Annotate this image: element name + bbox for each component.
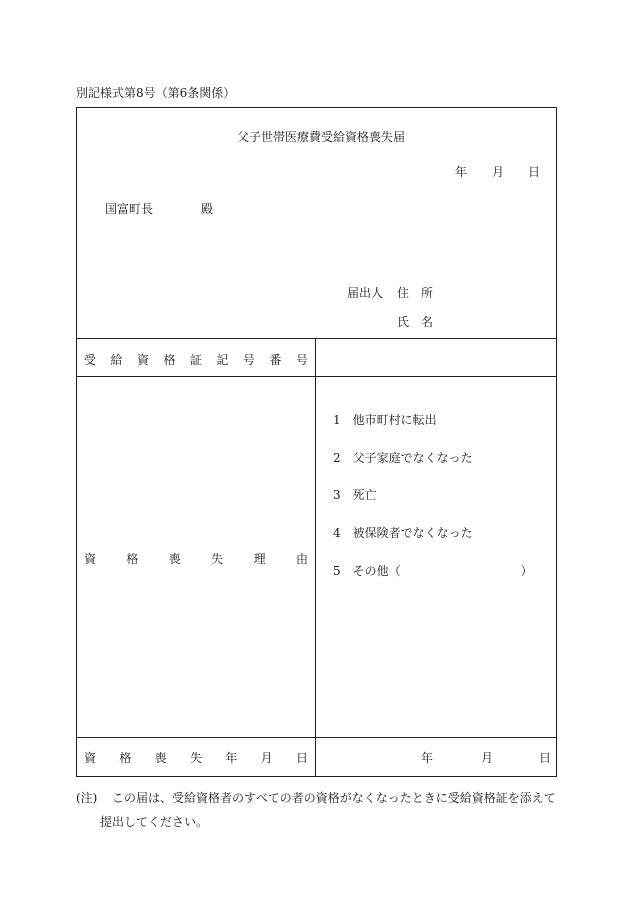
applicant-address-label: 住 所	[397, 286, 434, 300]
applicant-label: 届出人	[347, 286, 384, 300]
note-line-1: この届は、受給資格者のすべての者の資格がなくなったときに受給資格証を添えて	[112, 791, 556, 805]
divider-column	[315, 338, 316, 776]
reason-option[interactable]: 1 他市町村に転出	[333, 413, 437, 427]
addressee-honorific: 殿	[201, 202, 214, 216]
form-number: 別記様式第8号（第6条関係）	[76, 86, 236, 100]
submission-day-label: 日	[528, 165, 541, 179]
loss-date-day-label: 日	[539, 751, 552, 765]
reason-option[interactable]: 4 被保険者でなくなった	[333, 526, 473, 540]
note-prefix: (注)	[76, 791, 98, 805]
loss-reason-label: 資 格 喪 失 理 由	[84, 552, 308, 566]
divider-header	[76, 338, 557, 339]
note-line-2: 提出してください。	[100, 815, 209, 829]
reason-option[interactable]: 2 父子家庭でなくなった	[333, 451, 473, 465]
submission-month-label: 月	[492, 165, 505, 179]
certificate-number-field[interactable]	[318, 340, 554, 374]
reason-option[interactable]: 3 死亡	[333, 488, 377, 502]
divider-reason	[76, 737, 557, 738]
loss-date-year-label: 年	[421, 751, 434, 765]
loss-date-label: 資 格 喪 失 年 月 日	[84, 751, 308, 765]
reason-option[interactable]: 5 その他（ ）	[333, 564, 533, 578]
divider-cert	[76, 376, 557, 377]
addressee-name: 国富町長	[105, 202, 154, 216]
submission-year-label: 年	[455, 165, 468, 179]
certificate-number-label: 受 給 資 格 証 記 号 番 号	[84, 353, 308, 367]
applicant-name-label: 氏 名	[397, 315, 434, 329]
loss-date-month-label: 月	[481, 751, 494, 765]
form-title: 父子世帯医療費受給資格喪失届	[237, 130, 406, 144]
